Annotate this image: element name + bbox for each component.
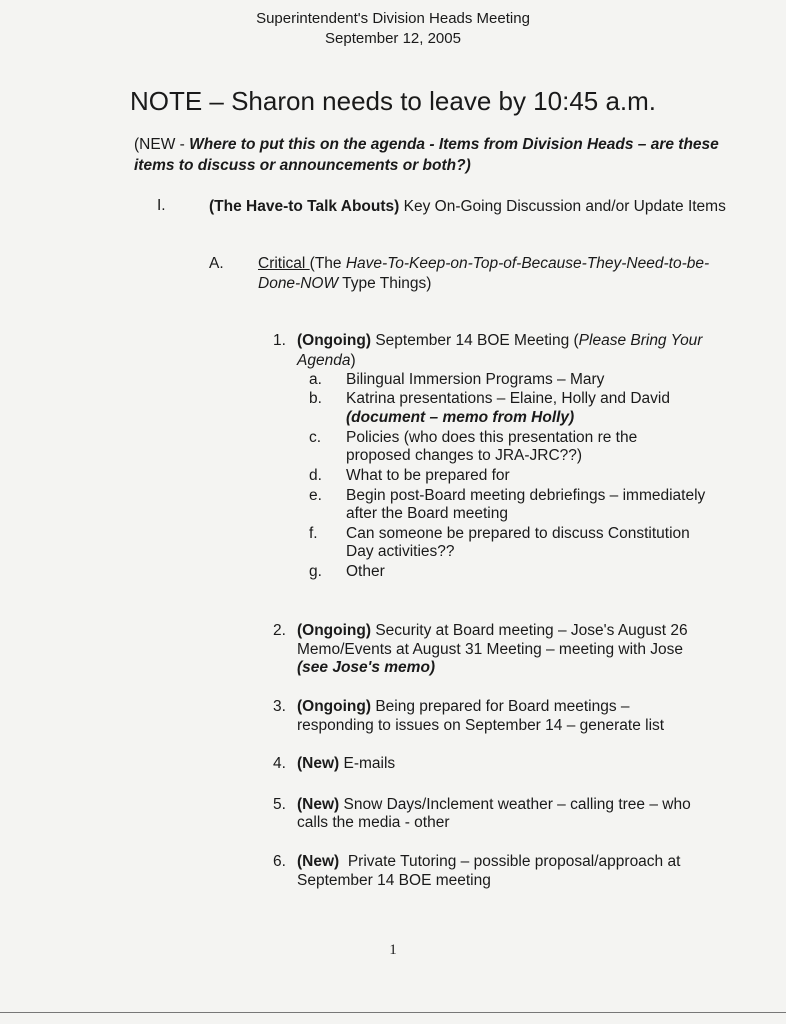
item-2-line-1 xyxy=(297,621,688,641)
item-3-line-2: responding to issues on September 14 – generate list xyxy=(297,717,665,734)
subitem-f-letter: f. xyxy=(309,525,318,542)
item-4-tag: (New) xyxy=(297,755,340,772)
section-a-italic: Have-To-Keep-on-Top-of-Because-They-Need-to-be-Done-NOW xyxy=(258,255,710,292)
item-6-line-1 xyxy=(297,852,680,872)
subitem-d-letter: d. xyxy=(309,467,322,484)
section-i-bold: (The Have-to Talk Abouts) xyxy=(209,198,400,215)
item-6-body: Private Tutoring – possible proposal/approach at xyxy=(339,853,681,870)
subitem-b-document: (document – memo from Holly) xyxy=(346,409,575,426)
note-banner: NOTE – Sharon needs to leave by 10:45 a.m. xyxy=(129,86,657,116)
item-1-tag: (Ongoing) xyxy=(297,332,372,349)
subitem-a-text: Bilingual Immersion Programs – Mary xyxy=(346,371,605,388)
item-1-number: 1. xyxy=(273,332,286,349)
subitem-c-text: Policies (who does this presentation re the xyxy=(346,429,638,446)
meeting-title: Superintendent's Division Heads Meeting xyxy=(256,10,530,27)
subitem-b-text: Katrina presentations – Elaine, Holly and David xyxy=(346,390,670,407)
item-5-line-2: calls the media - other xyxy=(297,814,450,831)
item-2-number: 2. xyxy=(273,622,286,639)
item-3-tag: (Ongoing) xyxy=(297,698,372,715)
intro-question: Where to put this on the agenda - Items from Division Heads – are these items to discuss or announcements or both?) xyxy=(134,136,719,174)
item-1-italic: Please Bring Your Agenda xyxy=(297,332,703,369)
item-6-number: 6. xyxy=(273,853,286,870)
item-1-text xyxy=(297,331,742,371)
subitem-b-letter: b. xyxy=(309,390,322,407)
section-a-tail: Type Things) xyxy=(338,275,432,292)
subitem-g-letter: g. xyxy=(309,563,322,580)
item-5-tag: (New) xyxy=(297,796,340,813)
item-4-line-1 xyxy=(297,754,395,774)
item-2-memo: (see Jose's memo) xyxy=(297,659,436,676)
subitem-e-letter: e. xyxy=(309,487,322,504)
subitem-c-text-2: proposed changes to JRA-JRC??) xyxy=(346,447,583,464)
subitem-f-text: Can someone be prepared to discuss Constitution xyxy=(346,525,690,542)
item-5-number: 5. xyxy=(273,796,286,813)
item-4-body: E-mails xyxy=(339,755,396,772)
subitem-g-text: Other xyxy=(346,563,385,580)
subitem-e-text: Begin post-Board meeting debriefings – immediately xyxy=(346,487,706,504)
section-a-heading xyxy=(258,254,738,294)
item-4-number: 4. xyxy=(273,755,286,772)
item-1-close: ) xyxy=(350,352,356,369)
item-3-line-1 xyxy=(297,697,630,717)
subitem-c-letter: c. xyxy=(309,429,322,446)
intro-prefix: (NEW - xyxy=(134,136,190,153)
item-1-body: September 14 BOE Meeting ( xyxy=(371,332,579,349)
item-6-line-2: September 14 BOE meeting xyxy=(297,872,491,889)
section-a-marker: A. xyxy=(209,255,224,272)
item-6-tag: (New) xyxy=(297,853,340,870)
subitem-d-text: What to be prepared for xyxy=(346,467,510,484)
section-i-text: Key On-Going Discussion and/or Update Items xyxy=(399,198,726,215)
item-3-body: Being prepared for Board meetings – xyxy=(371,698,630,715)
bottom-edge-line xyxy=(0,1012,786,1013)
subitem-e-text-2: after the Board meeting xyxy=(346,505,508,522)
section-a-critical: Critical xyxy=(258,255,310,272)
page-number: 1 xyxy=(389,942,397,958)
item-2-body: Security at Board meeting – Jose's August 26 xyxy=(371,622,688,639)
item-2-line-2: Memo/Events at August 31 Meeting – meeting with Jose xyxy=(297,641,683,658)
item-3-number: 3. xyxy=(273,698,286,715)
item-2-tag: (Ongoing) xyxy=(297,622,372,639)
subitem-a-letter: a. xyxy=(309,371,322,388)
section-i-marker: I. xyxy=(157,197,166,214)
subitem-f-text-2: Day activities?? xyxy=(346,543,455,560)
section-i-heading xyxy=(209,197,739,217)
intro-paragraph xyxy=(134,134,744,176)
item-5-body: Snow Days/Inclement weather – calling tree – who xyxy=(339,796,691,813)
section-a-open: (The xyxy=(309,255,346,272)
item-5-line-1 xyxy=(297,795,691,815)
meeting-date: September 12, 2005 xyxy=(325,30,461,47)
